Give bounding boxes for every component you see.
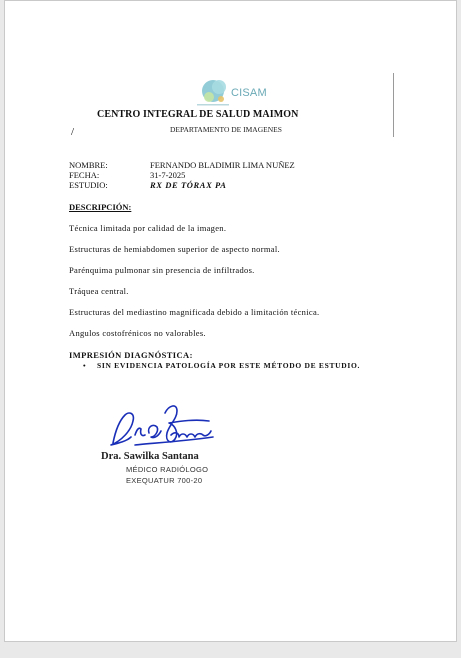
doctor-title: MÉDICO RADIÓLOGO (126, 465, 209, 474)
handwritten-signature (105, 399, 217, 453)
header-slash: / (71, 126, 75, 138)
study-row (69, 180, 227, 190)
document-page (4, 0, 457, 642)
department-name: DEPARTAMENTO DE IMAGENES (170, 125, 282, 134)
description-line: Técnica limitada por calidad de la imagen. (69, 223, 227, 233)
description-line: Estructuras de hemiabdomen superior de aspecto normal. (69, 244, 280, 254)
impression-item (83, 361, 360, 370)
description-heading: DESCRIPCIÓN: (69, 202, 132, 212)
description-line: Estructuras del mediastino magnificada debido a limitación técnica. (69, 307, 320, 317)
bullet-icon: • (83, 361, 87, 370)
description-line: Parénquima pulmonar sin presencia de infiltrados. (69, 265, 255, 275)
margin-divider (393, 73, 394, 137)
date-label: FECHA: (69, 170, 100, 180)
patient-name-value: FERNANDO BLADIMIR LIMA NUÑEZ (150, 160, 295, 170)
description-line: Tráquea central. (69, 286, 129, 296)
date-value: 31-7-2025 (150, 170, 186, 180)
doctor-name: Dra. Sawilka Santana (101, 451, 199, 462)
date-row (69, 170, 186, 180)
study-label: ESTUDIO: (69, 180, 108, 190)
logo-text: CISAM (231, 87, 267, 99)
doctor-license: EXEQUATUR 700-20 (126, 476, 203, 485)
impression-text: SIN EVIDENCIA PATOLOGÍA POR ESTE MÉTODO DE ESTUDIO. (97, 361, 361, 370)
description-line: Angulos costofrénicos no valorables. (69, 328, 206, 338)
patient-name-row (69, 160, 295, 170)
patient-name-label: NOMBRE: (69, 160, 108, 170)
study-value: RX DE TÓRAX PA (150, 180, 227, 190)
impression-heading: IMPRESIÓN DIAGNÓSTICA: (69, 350, 193, 360)
institution-name: CENTRO INTEGRAL DE SALUD MAIMON (97, 109, 299, 120)
